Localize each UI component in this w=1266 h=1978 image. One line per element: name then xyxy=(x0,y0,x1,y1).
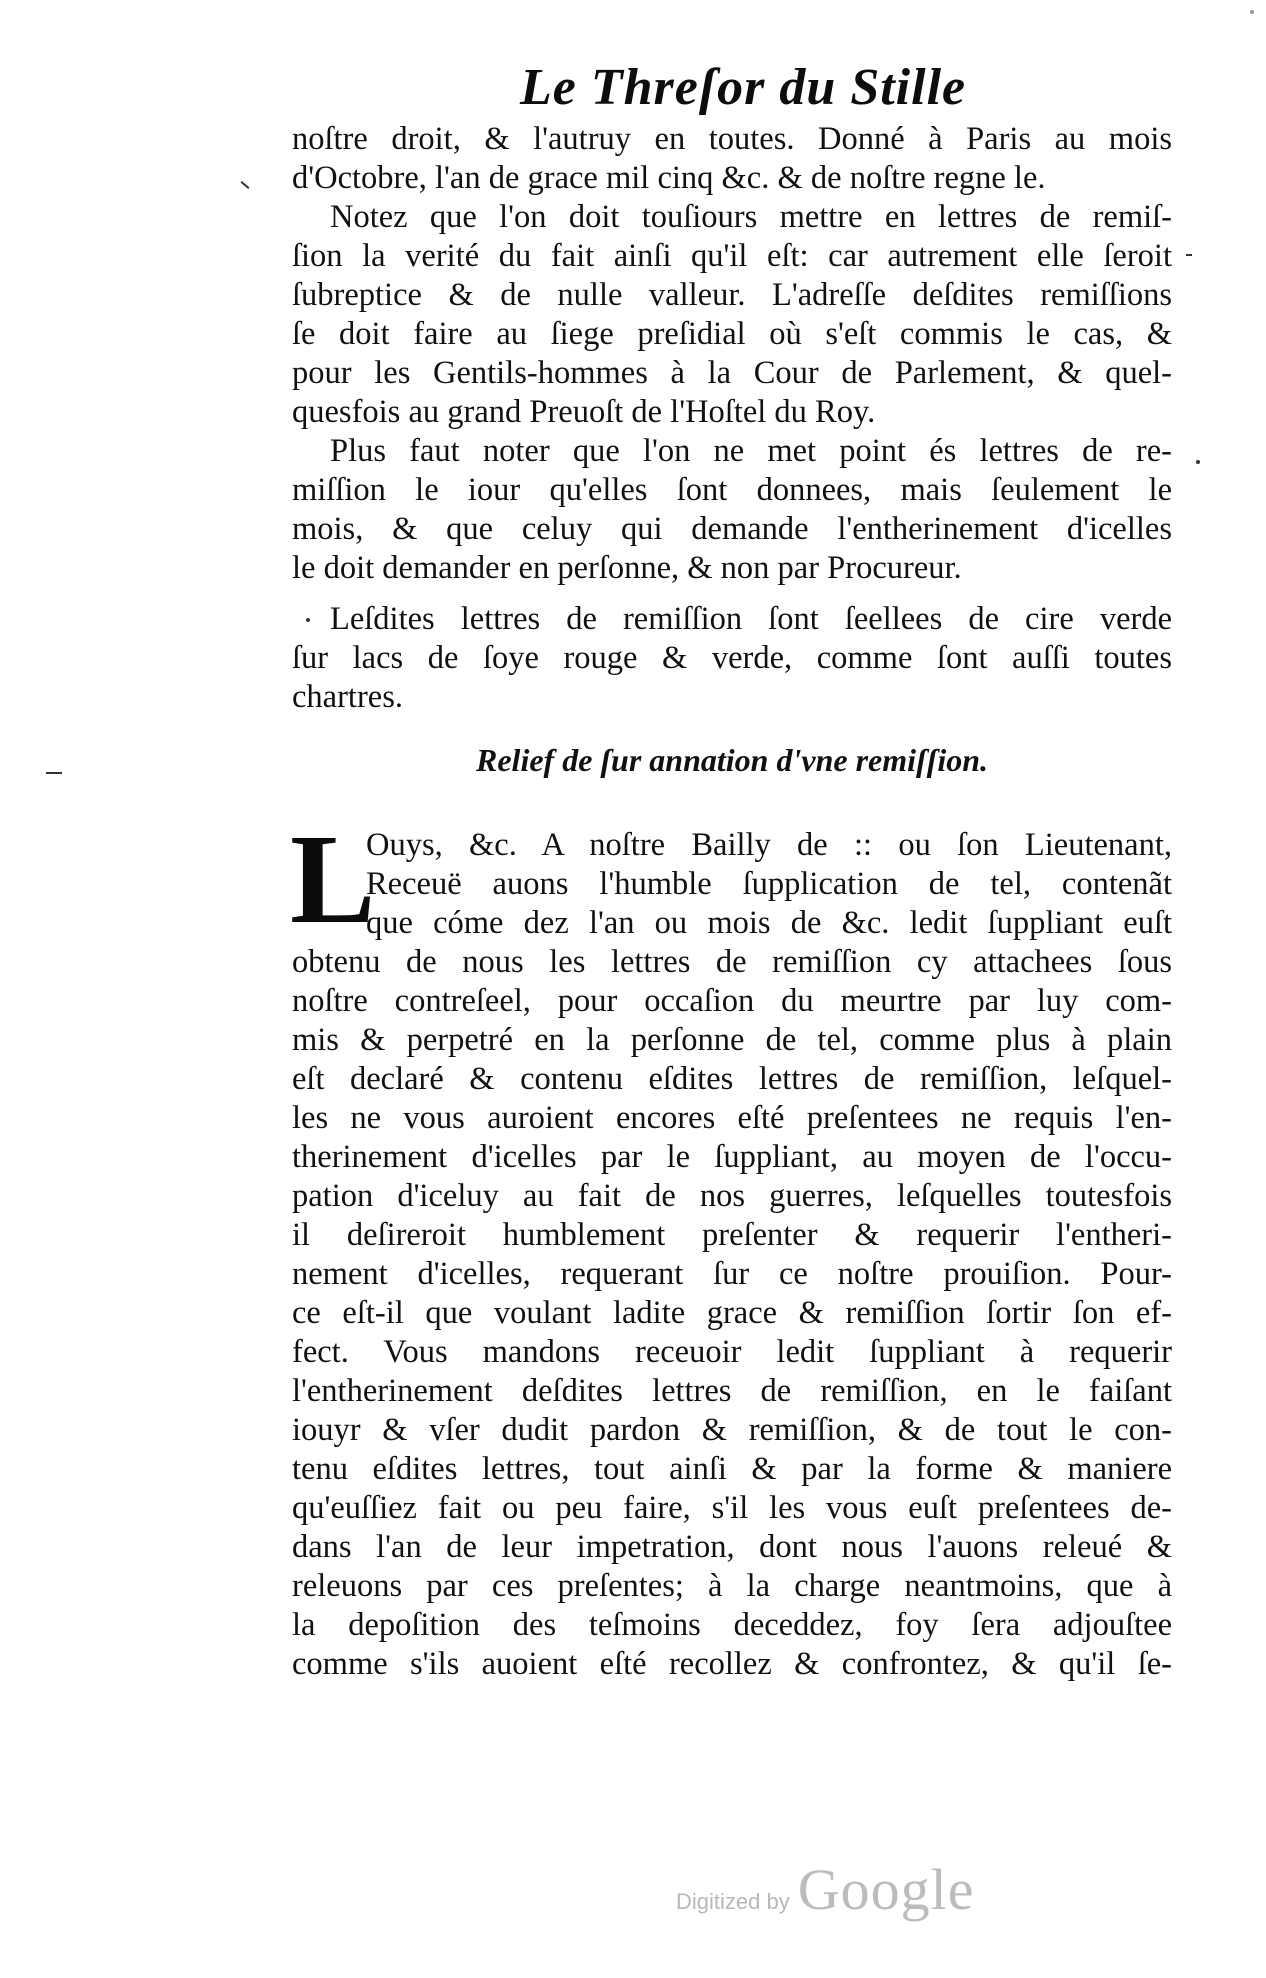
text-line: qu'euſſiez fait ou peu faire, s'il les vous euſt preſentees de- xyxy=(292,1490,1172,1526)
watermark-brand: Google xyxy=(797,1857,975,1922)
text-line: le doit demander en perſonne, & non par Procureur. xyxy=(292,550,962,586)
paragraph-continuation xyxy=(292,120,1172,432)
text-line: Notez que l'on doit touſiours mettre en lettres de remiſ- xyxy=(330,199,1172,235)
text-line: noſtre droit, & l'autruy en toutes. Donné à Paris au mois xyxy=(292,121,1172,157)
paragraph-note xyxy=(292,432,1172,588)
text-line: d'Octobre, l'an de grace mil cinq &c. & de noſtre regne le. xyxy=(292,160,1046,196)
running-head: Le Threſor du Stille xyxy=(520,59,967,116)
margin-mark xyxy=(1186,254,1192,256)
text-line: la depoſition des teſmoins deceddez, foy ſera adjouſtee xyxy=(292,1607,1172,1643)
text-line: eſt declaré & contenu eſdites lettres de remiſſion, leſquel- xyxy=(292,1061,1172,1097)
text-line: releuons par ces preſentes; à la charge neantmoins, que à xyxy=(292,1568,1172,1604)
text-line: noſtre contreſeel, pour occaſion du meurtre par luy com- xyxy=(292,983,1172,1019)
text-line: miſſion le iour qu'elles ſont donnees, mais ſeulement le xyxy=(292,472,1172,508)
text-line: l'entherinement deſdites lettres de remiſſion, en le faiſant xyxy=(292,1373,1172,1409)
margin-mark xyxy=(306,618,310,622)
text-line: Plus faut noter que l'on ne met point és lettres de re- xyxy=(330,433,1172,469)
text-line: ſe doit faire au ſiege preſidial où s'eſt commis le cas, & xyxy=(292,316,1172,352)
text-line: ſion la verité du fait ainſi qu'il eſt: car autrement elle ſeroit xyxy=(292,238,1172,274)
margin-mark xyxy=(241,181,250,189)
watermark-prefix: Digitized by xyxy=(676,1889,790,1914)
text-line: dans l'an de leur impetration, dont nous l'auons releué & xyxy=(292,1529,1172,1565)
text-line: fect. Vous mandons receuoir ledit ſuppliant à requerir xyxy=(292,1334,1172,1370)
text-line: ſur lacs de ſoye rouge & verde, comme ſont auſſi toutes xyxy=(292,640,1172,676)
text-line: chartres. xyxy=(292,679,403,715)
text-line: il deſireroit humblement preſenter & requerir l'entheri- xyxy=(292,1217,1172,1253)
text-line: therinement d'icelles par le ſuppliant, au moyen de l'occu- xyxy=(292,1139,1172,1175)
digitized-watermark xyxy=(676,1856,974,1923)
drop-cap: L xyxy=(290,808,376,950)
text-line: mois, & que celuy qui demande l'entherinement d'icelles xyxy=(292,511,1172,547)
text-line: quesfois au grand Preuoſt de l'Hoſtel du Roy. xyxy=(292,394,876,430)
text-line: que cóme dez l'an ou mois de &c. ledit ſuppliant euſt xyxy=(366,905,1172,941)
text-line: comme s'ils auoient eſté recollez & confrontez, & qu'il ſe- xyxy=(292,1646,1172,1682)
text-line: pour les Gentils-hommes à la Cour de Parlement, & quel- xyxy=(292,355,1172,391)
letters-text xyxy=(292,826,1172,1684)
section-heading: Relief de ſur annation d'vne remiſſion. xyxy=(476,742,988,778)
text-line: Leſdites lettres de remiſſion ſont ſeellees de cire verde xyxy=(330,601,1172,637)
text-line: nement d'icelles, requerant ſur ce noſtre prouiſion. Pour- xyxy=(292,1256,1172,1292)
text-line: ſubreptice & de nulle valleur. L'adreſſe deſdites remiſſions xyxy=(292,277,1172,313)
text-line: iouyr & vſer dudit pardon & remiſſion, & de tout le con- xyxy=(292,1412,1172,1448)
text-line: tenu eſdites lettres, tout ainſi & par la forme & maniere xyxy=(292,1451,1172,1487)
corner-speck xyxy=(1250,10,1254,14)
text-line: mis & perpetré en la perſonne de tel, comme plus à plain xyxy=(292,1022,1172,1058)
text-line: Ouys, &c. A noſtre Bailly de :: ou ſon Lieutenant, xyxy=(366,827,1172,863)
text-line: pation d'iceluy au fait de nos guerres, leſquelles toutesfois xyxy=(292,1178,1172,1214)
text-line: obtenu de nous les lettres de remiſſion cy attachees ſous xyxy=(292,944,1172,980)
paragraph-seal xyxy=(292,600,1172,717)
text-line: les ne vous auroient encores eſté preſentees ne requis l'en- xyxy=(292,1100,1172,1136)
margin-mark xyxy=(1196,460,1200,464)
margin-mark xyxy=(46,772,62,774)
text-line: ce eſt-il que voulant ladite grace & remiſſion ſortir ſon ef- xyxy=(292,1295,1172,1331)
text-line: Receuë auons l'humble ſupplication de tel, contenãt xyxy=(366,866,1172,902)
